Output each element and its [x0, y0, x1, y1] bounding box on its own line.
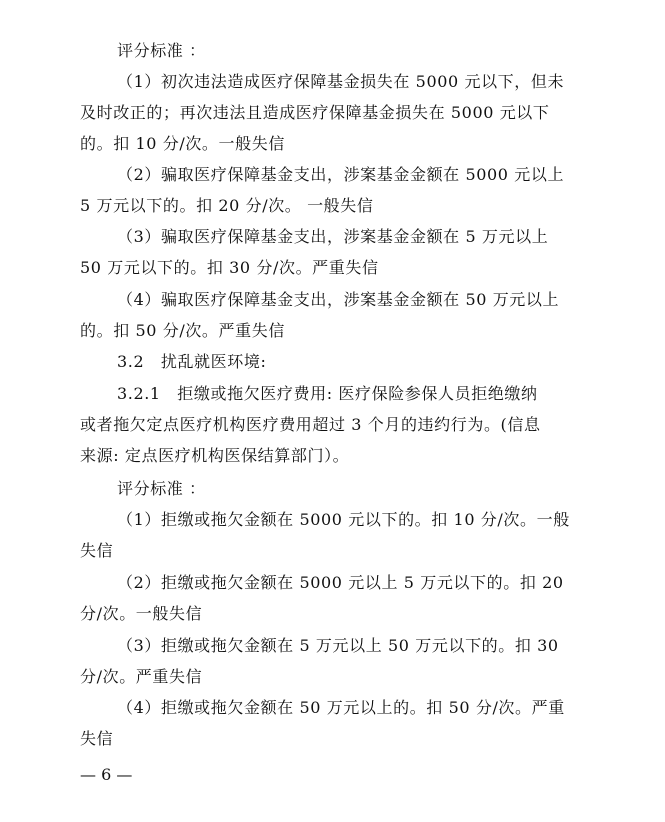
- paragraph-line: （2）拒缴或拖欠金额在 5000 元以上 5 万元以下的。扣 20: [117, 573, 564, 592]
- paragraph-line: （2）骗取医疗保障基金支出，涉案基金金额在 5000 元以上: [117, 165, 565, 184]
- paragraph-line: （3）拒缴或拖欠金额在 5 万元以上 50 万元以下的。扣 30: [117, 636, 559, 655]
- paragraph-line: （1）初次违法造成医疗保障基金损失在 5000 元以下，但未: [117, 72, 565, 91]
- scoring-standard-heading: 评分标准 ：: [117, 41, 206, 60]
- paragraph-line: （3）骗取医疗保障基金支出，涉案基金金额在 5 万元以上: [117, 227, 549, 246]
- paragraph-line: 及时改正的；再次违法且造成医疗保障基金损失在 5000 元以下: [80, 103, 550, 122]
- section-heading: 3.2 扰乱就医环境:: [117, 352, 267, 371]
- paragraph-line: 的。扣 10 分/次。一般失信: [80, 134, 285, 153]
- paragraph-line: 5 万元以下的。扣 20 分/次。 一般失信: [80, 196, 374, 215]
- paragraph-line: （4）拒缴或拖欠金额在 50 万元以上的。扣 50 分/次。严重: [117, 698, 565, 717]
- paragraph-line: （1）拒缴或拖欠金额在 5000 元以下的。扣 10 分/次。一般: [117, 510, 570, 529]
- paragraph-line: 失信: [80, 729, 114, 748]
- scoring-standard-heading: 评分标准 ：: [117, 479, 206, 498]
- subsection-heading: 3.2.1 拒缴或拖欠医疗费用: 医疗保险参保人员拒绝缴纳: [117, 384, 538, 403]
- paragraph-line: 失信: [80, 541, 114, 560]
- paragraph-line: （4）骗取医疗保障基金支出，涉案基金金额在 50 万元以上: [117, 290, 560, 309]
- paragraph-line: 或者拖欠定点医疗机构医疗费用超过 3 个月的违约行为。(信息: [80, 415, 541, 434]
- paragraph-line: 50 万元以下的。扣 30 分/次。严重失信: [80, 258, 379, 277]
- paragraph-line: 分/次。一般失信: [80, 604, 203, 623]
- paragraph-line: 的。扣 50 分/次。严重失信: [80, 321, 285, 340]
- page-number: — 6 —: [80, 765, 133, 784]
- paragraph-line: 分/次。严重失信: [80, 667, 203, 686]
- paragraph-line: 来源: 定点医疗机构医保结算部门）。: [80, 446, 350, 465]
